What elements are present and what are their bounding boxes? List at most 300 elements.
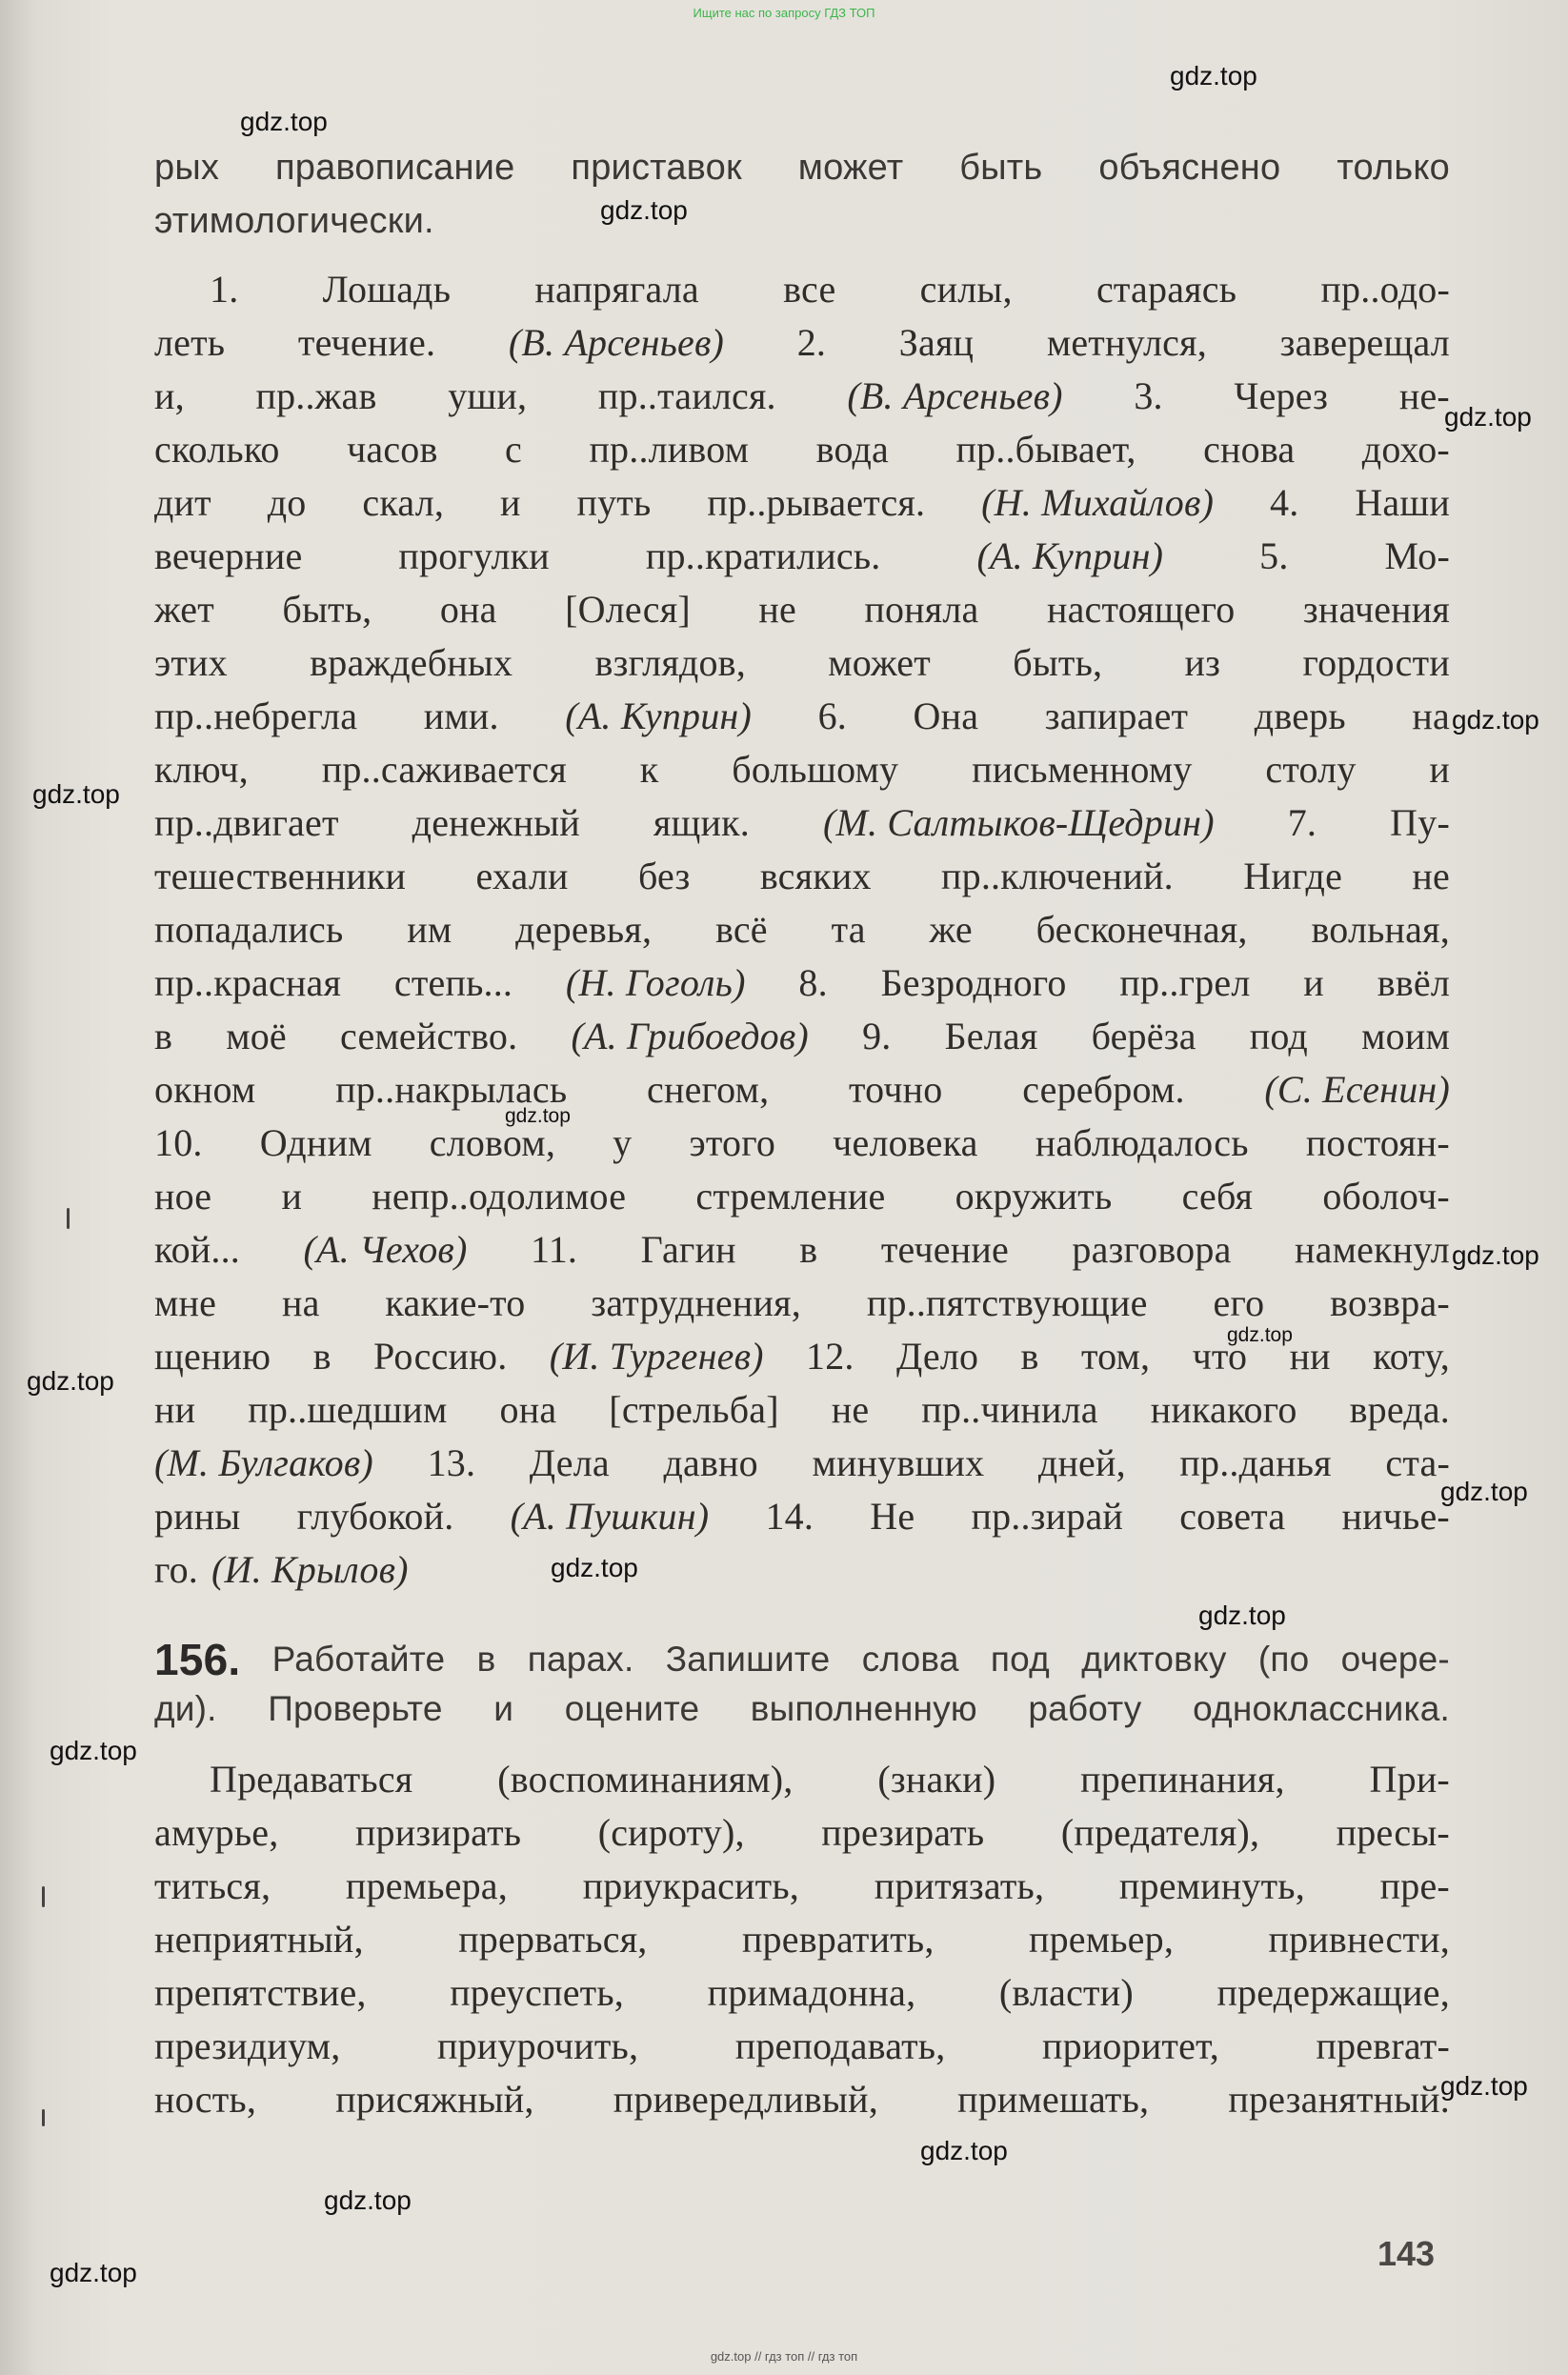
- word: дверь: [1254, 694, 1346, 737]
- word: Нигде: [1243, 855, 1343, 897]
- word: 8.: [798, 961, 828, 1004]
- word: Не: [870, 1495, 915, 1538]
- word: пр..ключений.: [941, 855, 1174, 897]
- word: приставок: [571, 148, 742, 188]
- watermark: gdz.top: [1440, 1477, 1528, 1506]
- word: взглядов,: [594, 641, 746, 684]
- word: берёза: [1091, 1015, 1196, 1057]
- word: Пу-: [1390, 801, 1450, 844]
- text-line: [154, 2020, 1450, 2073]
- task-number: 156.: [154, 1635, 241, 1684]
- word: Наши: [1355, 481, 1450, 524]
- word: пр..ливом: [589, 428, 750, 471]
- word: пр..накрылась: [335, 1068, 568, 1111]
- word: стараясь: [1096, 268, 1237, 311]
- word: (В. Арсеньев): [847, 374, 1063, 417]
- word: 12.: [806, 1335, 854, 1378]
- word: и: [281, 1175, 303, 1218]
- word: (И. Крылов): [211, 1548, 409, 1591]
- word: предержащие,: [1216, 1971, 1450, 2014]
- word: приукрасить,: [582, 1864, 799, 1907]
- word: президиум,: [154, 2024, 341, 2067]
- word: же: [929, 908, 973, 951]
- word: степь...: [393, 961, 513, 1004]
- word: часов: [347, 428, 438, 471]
- word: у: [613, 1121, 633, 1164]
- word: оцените: [564, 1689, 700, 1728]
- word: наблюдалось: [1035, 1121, 1249, 1164]
- word: ное: [154, 1175, 212, 1218]
- word: денежный: [412, 801, 580, 844]
- word: (М. Салтыков-Щедрин): [822, 801, 1215, 844]
- word: вечерние: [154, 534, 303, 577]
- word: большому: [732, 748, 899, 791]
- word: приоритет,: [1042, 2024, 1219, 2067]
- word: на: [281, 1281, 320, 1324]
- word: амурье,: [154, 1811, 279, 1854]
- word: словом,: [429, 1121, 556, 1164]
- word: 6.: [817, 694, 847, 737]
- text-line: [154, 1543, 1450, 1597]
- word: (Н. Михайлов): [981, 481, 1215, 524]
- word: том,: [1080, 1335, 1151, 1378]
- word: выполненную: [750, 1689, 977, 1728]
- word: только: [1337, 148, 1450, 188]
- word: на: [1412, 694, 1450, 737]
- word: и: [499, 481, 521, 524]
- word: Гагин: [640, 1228, 736, 1271]
- word: пр..бывает,: [955, 428, 1136, 471]
- word: непр..одолимое: [372, 1175, 627, 1218]
- text-line: [154, 1277, 1450, 1330]
- word: пр..данья: [1179, 1441, 1332, 1484]
- word: может: [828, 641, 931, 684]
- text-line: [154, 1635, 1450, 1684]
- word: до: [267, 481, 307, 524]
- text-line: [154, 530, 1450, 583]
- word: (А. Грибоедов): [571, 1015, 809, 1057]
- word: мне: [154, 1281, 217, 1324]
- word: моим: [1361, 1015, 1450, 1057]
- word: (А. Куприн): [976, 534, 1164, 577]
- word: окружить: [955, 1175, 1113, 1218]
- word: заверещал: [1279, 321, 1450, 364]
- word: (А. Пушкин): [510, 1495, 710, 1538]
- word: в: [799, 1228, 818, 1271]
- word: какие-то: [385, 1281, 526, 1324]
- word: го.: [154, 1548, 199, 1591]
- text-line: [154, 370, 1450, 423]
- word: препинания,: [1080, 1758, 1285, 1801]
- text-line: [154, 1010, 1450, 1063]
- text-line: [154, 1223, 1450, 1277]
- text-line: [154, 263, 1450, 316]
- word: быть,: [282, 588, 372, 631]
- word: пр..небрегла: [154, 694, 358, 737]
- text-line: [154, 850, 1450, 903]
- word: скал,: [362, 481, 445, 524]
- word: давно: [663, 1441, 758, 1484]
- word: привередливый,: [613, 2078, 878, 2121]
- watermark: gdz.top: [1440, 2071, 1528, 2101]
- text-line: [154, 476, 1450, 530]
- word: (А. Куприн): [565, 694, 752, 737]
- word: Проверьте: [268, 1689, 443, 1728]
- word: титься,: [154, 1864, 271, 1907]
- word: пр..чинила: [921, 1388, 1098, 1431]
- word: окном: [154, 1068, 256, 1111]
- word: этого: [689, 1121, 776, 1164]
- word: быть: [959, 148, 1043, 188]
- word: (воспоминаниям),: [497, 1758, 794, 1801]
- word: [стрельба]: [609, 1388, 779, 1431]
- watermark: gdz.top: [1452, 1240, 1539, 1270]
- word: ввёл: [1377, 961, 1450, 1004]
- word: не: [831, 1388, 870, 1431]
- word: правописание: [275, 148, 515, 188]
- word: под: [990, 1640, 1050, 1679]
- word: поняла: [864, 588, 979, 631]
- text-line: [154, 690, 1450, 743]
- word: минувших: [812, 1441, 985, 1484]
- word: гордости: [1302, 641, 1450, 684]
- word: может: [797, 148, 904, 188]
- text-line: [154, 423, 1450, 476]
- word: не: [758, 588, 796, 631]
- watermark: gdz.top: [920, 2136, 1008, 2165]
- word: пр..саживается: [321, 748, 567, 791]
- word: 11.: [531, 1228, 578, 1271]
- text-line: [154, 1117, 1450, 1170]
- word: пр..рывается.: [707, 481, 926, 524]
- word: и: [1303, 961, 1324, 1004]
- text-line: [154, 1490, 1450, 1543]
- word: ность,: [154, 2078, 257, 2121]
- task-156-instruction: [154, 1635, 1450, 1734]
- word: в: [154, 1015, 173, 1057]
- word: намекнул: [1295, 1228, 1450, 1271]
- word: пр..грел: [1119, 961, 1251, 1004]
- word: значения: [1302, 588, 1450, 631]
- watermark: gdz.top: [505, 1105, 571, 1127]
- text-line: [154, 583, 1450, 636]
- text-line: [154, 1383, 1450, 1437]
- word: семейство.: [340, 1015, 518, 1057]
- word: Мо-: [1384, 534, 1450, 577]
- word: примешать,: [957, 2078, 1150, 2121]
- word: ди).: [154, 1689, 217, 1728]
- word: премьер,: [1028, 1918, 1175, 1961]
- word: презирать: [821, 1811, 985, 1854]
- word: (по: [1257, 1640, 1310, 1679]
- word: Работайте: [271, 1640, 446, 1679]
- text-line: [154, 796, 1450, 850]
- word: в: [1020, 1335, 1039, 1378]
- word: превrат-: [1316, 2024, 1450, 2067]
- word: Дело: [895, 1335, 979, 1378]
- word: пр..таился.: [597, 374, 776, 417]
- watermark: gdz.top: [50, 2258, 137, 2287]
- word: Через: [1234, 374, 1329, 417]
- word: пр..одо-: [1320, 268, 1450, 311]
- word: (М. Булгаков): [154, 1441, 373, 1484]
- word: Предаваться: [210, 1758, 413, 1801]
- word: 9.: [862, 1015, 892, 1057]
- word: вреда.: [1349, 1388, 1450, 1431]
- word: глубокой.: [296, 1495, 454, 1538]
- word: присяжный,: [335, 2078, 534, 2121]
- word: 7.: [1287, 801, 1317, 844]
- word: уши,: [448, 374, 528, 417]
- word: 4.: [1270, 481, 1299, 524]
- word: бесконечная,: [1035, 908, 1248, 951]
- word: с: [505, 428, 522, 471]
- word: дней,: [1037, 1441, 1126, 1484]
- word: преуспеть,: [450, 1971, 625, 2014]
- word: (В. Арсеньев): [508, 321, 725, 364]
- watermark: gdz.top: [551, 1553, 638, 1582]
- word: к: [639, 748, 659, 791]
- word: ехали: [475, 855, 569, 897]
- word: и: [1429, 748, 1450, 791]
- watermark: gdz.top: [27, 1366, 114, 1396]
- word: всё: [715, 908, 768, 951]
- word: силы,: [919, 268, 1013, 311]
- text-line: [154, 903, 1450, 956]
- text-line: [154, 1063, 1450, 1117]
- word: не: [1412, 855, 1450, 897]
- word: снова: [1203, 428, 1296, 471]
- word: деревья,: [515, 908, 653, 951]
- word: превратить,: [741, 1918, 935, 1961]
- word: попадались: [154, 908, 344, 951]
- watermark: gdz.top: [32, 779, 120, 809]
- word: возвра-: [1330, 1281, 1450, 1324]
- watermark: gdz.top: [1227, 1324, 1293, 1346]
- word: себя: [1181, 1175, 1254, 1218]
- word: из: [1184, 641, 1221, 684]
- word: вольная,: [1311, 908, 1450, 951]
- word: (И. Тургенев): [549, 1335, 764, 1378]
- word: пр..зирай: [971, 1495, 1124, 1538]
- word: без: [637, 855, 691, 897]
- word: этих: [154, 641, 228, 684]
- watermark: gdz.top: [1198, 1600, 1286, 1630]
- watermark: gdz.top: [324, 2185, 412, 2215]
- word: та: [831, 908, 866, 951]
- word: 1.: [210, 268, 239, 311]
- word: пресы-: [1336, 1811, 1450, 1854]
- word: затруднения,: [591, 1281, 801, 1324]
- word: никакого: [1150, 1388, 1297, 1431]
- word: Безродного: [880, 961, 1067, 1004]
- word: пр..красная: [154, 961, 342, 1004]
- word: работу: [1028, 1689, 1142, 1728]
- word: она: [439, 588, 497, 631]
- word: оболоч-: [1322, 1175, 1450, 1218]
- watermark: gdz.top: [240, 107, 328, 136]
- word: всяких: [759, 855, 872, 897]
- word: призирать: [354, 1811, 522, 1854]
- word: в: [312, 1335, 332, 1378]
- word: (знаки): [877, 1758, 996, 1801]
- word: моё: [226, 1015, 287, 1057]
- word: и: [493, 1689, 514, 1728]
- word: человека: [833, 1121, 978, 1164]
- top-banner[interactable]: Ищите нас по запросу ГДЗ ТОП: [693, 6, 875, 20]
- word: препятствие,: [154, 1971, 367, 2014]
- text-line: [154, 1913, 1450, 1966]
- word: неприятный,: [154, 1918, 364, 1961]
- word: течение.: [297, 321, 436, 364]
- word: презанятный.: [1228, 2078, 1450, 2121]
- word: щению: [154, 1335, 271, 1378]
- word: 13.: [427, 1441, 476, 1484]
- exercise-155-text: [154, 263, 1450, 1597]
- text-line: [154, 141, 1450, 194]
- text-line: [154, 2073, 1450, 2126]
- word: столу: [1265, 748, 1357, 791]
- word: Белая: [944, 1015, 1038, 1057]
- word: что: [1192, 1335, 1248, 1378]
- word: тешественники: [154, 855, 407, 897]
- word: ни: [154, 1388, 196, 1431]
- word: прогулки: [398, 534, 550, 577]
- word: ста-: [1385, 1441, 1450, 1484]
- word: письменному: [972, 748, 1193, 791]
- word: напрягала: [534, 268, 699, 311]
- word: пр..шедшим: [248, 1388, 448, 1431]
- word: метнулся,: [1046, 321, 1207, 364]
- text-line: [154, 1684, 1450, 1734]
- text-line: [154, 316, 1450, 370]
- word: При-: [1369, 1758, 1450, 1801]
- text-line: [154, 1966, 1450, 2020]
- word: вода: [815, 428, 889, 471]
- word: настоящего: [1046, 588, 1236, 631]
- scan-speck: [42, 2109, 45, 2126]
- word: течение: [880, 1228, 1009, 1271]
- word: не-: [1398, 374, 1450, 417]
- word: привнести,: [1268, 1918, 1450, 1961]
- word: сколько: [154, 428, 280, 471]
- word: (предателя),: [1060, 1811, 1260, 1854]
- word: пр..жав: [255, 374, 377, 417]
- word: диктовку: [1081, 1640, 1227, 1679]
- word: постоян-: [1305, 1121, 1450, 1164]
- word: леть: [154, 321, 226, 364]
- word: 5.: [1259, 534, 1289, 577]
- word: объяснено: [1098, 148, 1281, 188]
- word: она: [499, 1388, 557, 1431]
- text-line: [154, 1753, 1450, 1806]
- word: пр..двигает: [154, 801, 339, 844]
- text-line: [154, 1860, 1450, 1913]
- word: премьера,: [345, 1864, 508, 1907]
- word: ни: [1289, 1335, 1331, 1378]
- word: Запишите: [665, 1640, 831, 1679]
- watermark: gdz.top: [1452, 705, 1539, 735]
- text-line: [154, 743, 1450, 796]
- word: дит: [154, 481, 211, 524]
- word: ключ,: [154, 748, 249, 791]
- word: 3.: [1134, 374, 1163, 417]
- word: запирает: [1044, 694, 1189, 737]
- scan-speck: [67, 1208, 70, 1229]
- word: разговора: [1072, 1228, 1232, 1271]
- scan-speck: [42, 1886, 45, 1907]
- word: 2.: [796, 321, 827, 364]
- watermark: gdz.top: [50, 1736, 137, 1765]
- word: Заяц: [898, 321, 975, 364]
- word: пр..пятствующие: [866, 1281, 1148, 1324]
- word: парах.: [527, 1640, 634, 1679]
- word: преподавать,: [734, 2024, 946, 2067]
- word: серебром.: [1022, 1068, 1185, 1111]
- word: все: [783, 268, 836, 311]
- word: быть,: [1013, 641, 1103, 684]
- word: точно: [849, 1068, 943, 1111]
- word: [Олеся]: [565, 588, 691, 631]
- word: в: [476, 1640, 496, 1679]
- page-number: 143: [1377, 2234, 1436, 2273]
- watermark: gdz.top: [1444, 402, 1532, 432]
- text-line: [154, 1806, 1450, 1860]
- word: примадонна,: [707, 1971, 916, 2014]
- word: очере-: [1340, 1640, 1450, 1679]
- word: одноклассника.: [1193, 1689, 1450, 1728]
- word: под: [1249, 1015, 1308, 1057]
- watermark: gdz.top: [1170, 61, 1257, 91]
- word: ими.: [423, 694, 499, 737]
- word: и,: [154, 374, 185, 417]
- word: рых: [154, 148, 220, 188]
- word: Она: [913, 694, 979, 737]
- word: прерваться,: [458, 1918, 648, 1961]
- word: слова: [861, 1640, 959, 1679]
- word: рины: [154, 1495, 241, 1538]
- word: Одним: [259, 1121, 372, 1164]
- text-line: [154, 194, 1450, 248]
- bottom-banner[interactable]: gdz.top // гдз топ // гдз топ: [710, 2349, 858, 2364]
- text-line: [154, 1437, 1450, 1490]
- word: снегом,: [647, 1068, 770, 1111]
- word: дохо-: [1361, 428, 1450, 471]
- word: преминуть,: [1118, 1864, 1305, 1907]
- word: пр..кратились.: [645, 534, 881, 577]
- word: пре-: [1379, 1864, 1450, 1907]
- word: (сироту),: [597, 1811, 745, 1854]
- word: ящик.: [653, 801, 750, 844]
- word: путь: [576, 481, 652, 524]
- word: стремление: [695, 1175, 886, 1218]
- word: притязать,: [874, 1864, 1045, 1907]
- word: жет: [154, 588, 214, 631]
- word: кой...: [154, 1228, 241, 1271]
- word: 10.: [154, 1121, 203, 1164]
- word: Россию.: [372, 1335, 508, 1378]
- word: ничье-: [1341, 1495, 1450, 1538]
- text-line: [154, 1170, 1450, 1223]
- word: совета: [1179, 1495, 1286, 1538]
- word: приурочить,: [436, 2024, 639, 2067]
- dictation-word-list: [154, 1753, 1450, 2126]
- word: Лошадь: [322, 268, 452, 311]
- word: коту,: [1373, 1335, 1450, 1378]
- word: им: [407, 908, 452, 951]
- word: (Н. Гоголь): [565, 961, 746, 1004]
- word: (С. Есенин): [1264, 1068, 1450, 1111]
